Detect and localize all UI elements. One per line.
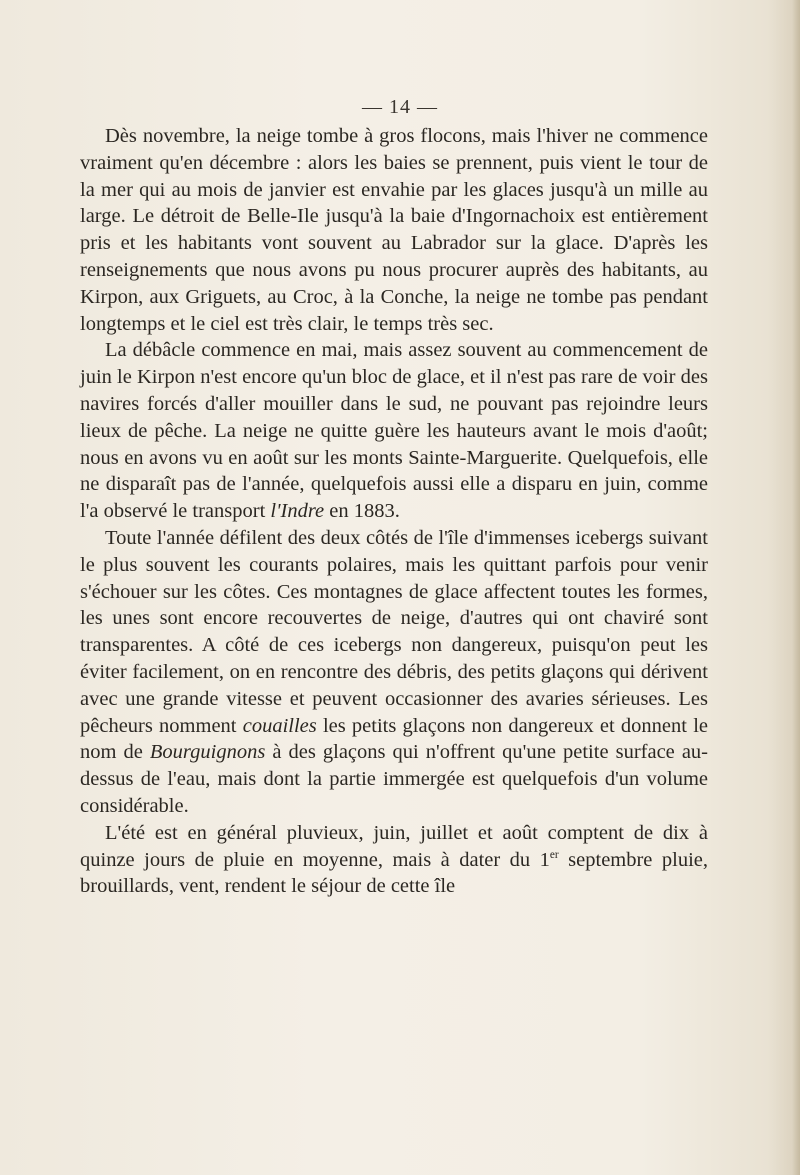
paragraph-4-text-b: septembre pluie, brouillards, vent, rendent le séjour de cette île: [80, 848, 709, 898]
paragraph-3-text-a: Toute l'année défilent des deux côtés de l'île d'immenses icebergs suivant le plus souvent les courants polaires, mais les quittant parfois pour venir s'échouer sur les côtes. Ces montagnes de glace affectent toutes les formes, les unes sont encore recouvertes de neige, d'autres qui ont chaviré sont transparentes. A côté de ces icebergs non dangereux, puisqu'on peut les éviter facilement, on en rencontre des débris, des petits glaçons qui dérivent avec une grande vitesse et peuvent occasionner des avaries sérieuses. Les pêcheurs nomment: [80, 526, 708, 737]
paragraph-2-end: en 1883.: [324, 500, 400, 523]
paragraph-2: [80, 337, 708, 525]
ordinal-superscript: er: [549, 848, 559, 861]
ship-name: l'Indre: [270, 500, 325, 523]
body-text: [80, 123, 708, 900]
paragraph-3-text-b: les petits glaçons non dangereux et donnent le nom de: [80, 714, 708, 764]
page-edge-shadow: [792, 0, 800, 1175]
term-couailles: couailles: [242, 714, 317, 737]
paragraph-4-text-a: L'été est en général pluvieux, juin, juillet et août comptent de dix à quinze jours de pluie en moyenne, mais à dater du 1: [80, 821, 708, 871]
paragraph-1: Dès novembre, la neige tombe à gros flocons, mais l'hiver ne commence vraiment qu'en décembre : alors les baies se prennent, puis vient le tour de la mer qui au mois de janvier est envahie par les glaces jusqu'à un mille au large. Le détroit de Belle-Ile jusqu'à la baie d'Ingornachoix est entièrement pris et les habitants vont souvent au Labrador sur la glace. D'après les renseignements que nous avons pu nous procurer auprès des habitants, au Kirpon, aux Griguets, au Croc, à la Conche, la neige ne tombe pas pendant longtemps et le ciel est très clair, le temps très sec.: [80, 125, 708, 335]
paragraph-3: [80, 525, 708, 820]
page-number: — 14 —: [362, 96, 438, 118]
paragraph-2-text: La débâcle commence en mai, mais assez souvent au commencement de juin le Kirpon n'est encore qu'un bloc de glace, et il n'est pas rare de voir des navires forcés d'aller mouiller dans le sud, ne pouvant pas rejoindre leurs lieux de pêche. La neige ne quitte guère les hauteurs avant le mois d'août; nous en avons vu en août sur les monts Sainte-Marguerite. Quelquefois, elle ne disparaît pas de l'année, quelquefois aussi elle a disparu en juin, comme l'a observé le transport: [80, 339, 708, 523]
paragraph-4: [80, 820, 708, 900]
term-bourguignons: Bourguignons: [149, 741, 266, 764]
paragraph-3-text-c: à des glaçons qui n'offrent qu'une petite surface au-dessus de l'eau, mais dont la partie immergée est quelquefois d'un volume considérable.: [80, 741, 708, 817]
